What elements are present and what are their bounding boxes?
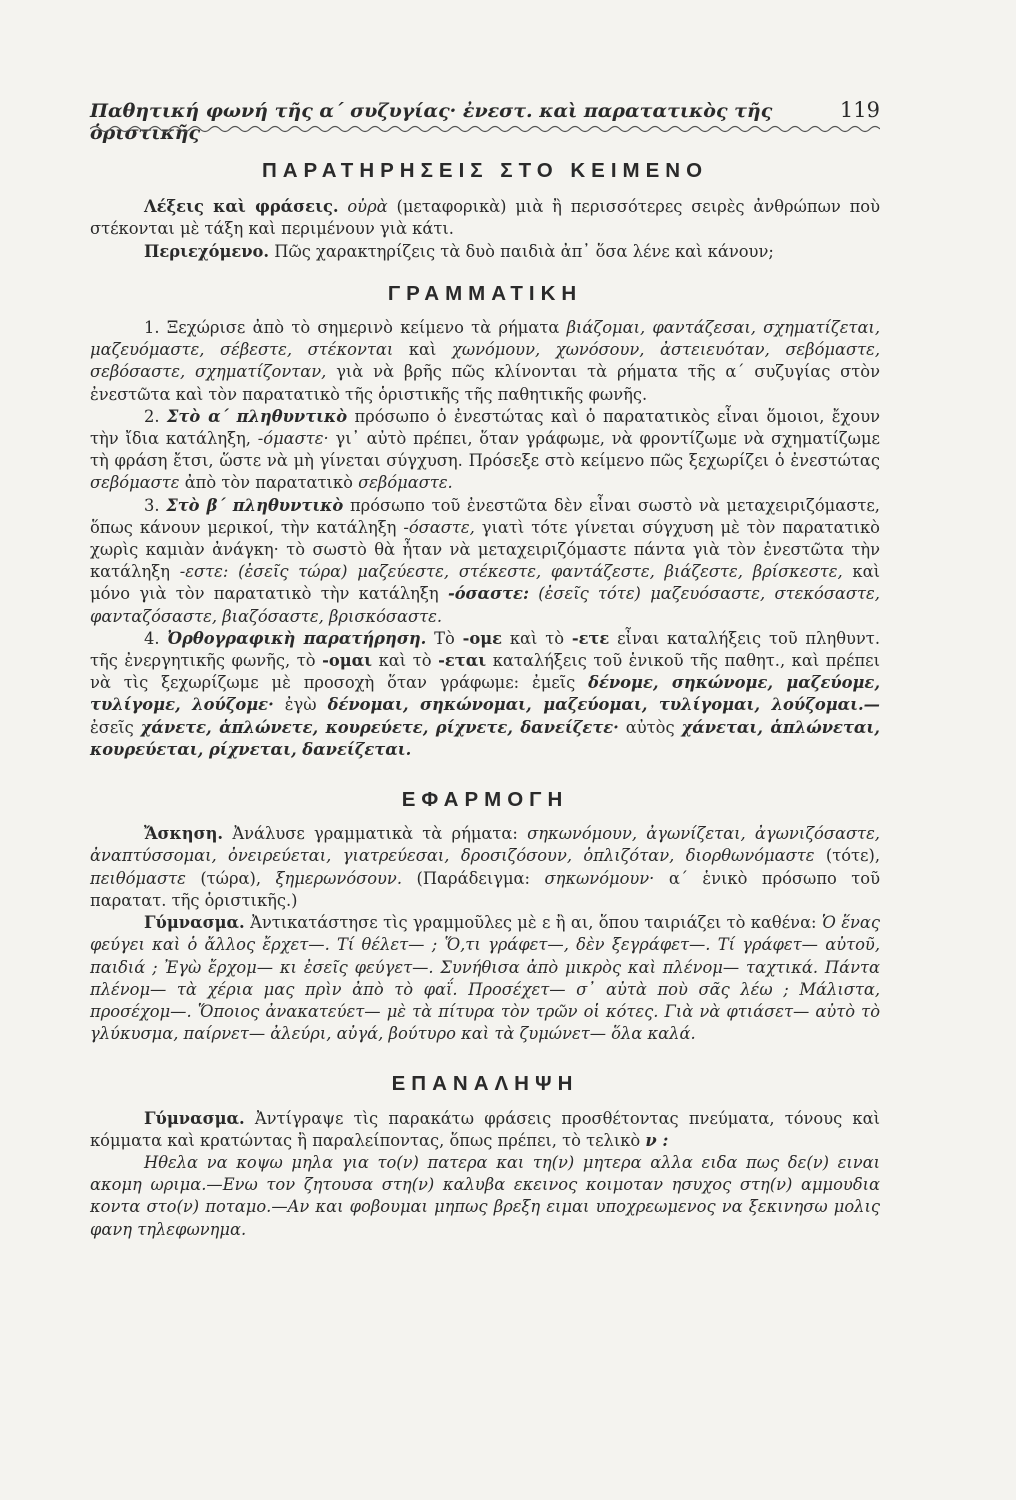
p4-ending3: -ομαι (322, 651, 373, 671)
words-term: οὐρὰ (347, 197, 388, 217)
content-text: Πῶς χαρακτηρίζεις τὰ δυὸ παιδιὰ ἀπ᾿ ὅσα λένε καὶ κάνουν; (274, 241, 774, 261)
heading-application: ΕΦΑΡΜΟΓΗ (401, 788, 569, 812)
p4-text2: καὶ τὸ (509, 628, 565, 648)
p3-ending1: -όσαστε, (403, 517, 475, 537)
p1-words: βιάζομαι, φαντάζεσαι, σχηματίζεται, μαζευόμαστε, σέβεστε, στέκονται (90, 318, 880, 360)
review-examples: Ηθελα να κοψω μηλα για το(ν) πατερα και τη(ν) μητερα αλλα ειδα πως δε(ν) ειναι ακομη ωριμα.—Ενω τον ζητουσα στη(ν) καλυβα εκεινος κοιμοταν ησυχος στη(ν) αμμουδια κοντα στο(ν) ποταμο.—Αν και φοβουμαι μηπως βρεξη ειμαι υποχρεωμενος να ξεκινησω μολις φανη τηλεφωνημα. (90, 1152, 880, 1239)
content-label: Περιεχόμενο. (144, 241, 270, 261)
heading-grammar: ΓΡΑΜΜΑΤΙΚΗ (387, 281, 583, 305)
p4-examples3: χάνετε, ἁπλώνετε, κουρεύετε, ρίχνετε, δανείζετε· (140, 717, 619, 737)
p4-text8: αὐτὸς (625, 717, 675, 737)
drill-label: Γύμνασμα. (144, 913, 245, 933)
p4-label: Ὀρθογραφικὴ παρατήρηση. (167, 628, 427, 648)
review-label: Γύμνασμα. (144, 1108, 245, 1128)
p2-word1: σεβόμαστε (90, 473, 180, 493)
p2-ending: -όμαστε· (257, 429, 329, 449)
p1-text: Ξεχώρισε ἀπὸ τὸ σημερινὸ κείμενο τὰ ρήματα (166, 318, 560, 338)
running-head (90, 98, 880, 144)
words-phrases-paragraph (90, 196, 880, 240)
running-head-title: Παθητική φωνή τῆς α΄ συζυγίας· ἐνεστ. καὶ παρατατικὸς τῆς ὁριστικῆς (90, 100, 773, 144)
p3-examples2: (ἐσεῖς τότε) μαζευόσαστε, στεκόσαστε, φανταζόσαστε, βιαζόσαστε, βρισκόσαστε. (90, 584, 880, 626)
p3-ending2: -εστε: (179, 562, 229, 582)
review-paragraph (90, 1108, 880, 1152)
heading-review: ΕΠΑΝΑΛΗΨΗ (391, 1072, 579, 1096)
exercise-paragraph (90, 823, 880, 912)
content-paragraph (90, 241, 880, 263)
exercise-t1: (τότε), (825, 846, 880, 866)
p4-text4: καὶ τὸ (378, 651, 432, 671)
page-number: 119 (839, 98, 880, 122)
p1-tail: γιὰ νὰ βρῆς πῶς κλίνονται τὰ ρήματα τῆς α΄ συζυγίας στὸν ἐνεστῶτα καὶ τὸν παρατατικὸ τῆς ὁριστικῆς τῆς παθητικῆς φωνῆς. (90, 362, 880, 404)
drill-paragraph (90, 912, 880, 1045)
review-nu: ν : (645, 1130, 669, 1150)
p4-text1: Τὸ (434, 628, 455, 648)
exercise-w3: ξημερωνόσουν. (275, 868, 403, 888)
grammar-paragraph-3 (90, 495, 880, 628)
p4-ending2: -ετε (571, 628, 610, 648)
page-content (90, 150, 880, 1241)
p2-text3: ἀπὸ τὸν παρατατικὸ (184, 473, 353, 493)
exercise-w2: πειθόμαστε (90, 868, 186, 888)
p3-text1: πρόσωπο τοῦ ἐνεστῶτα δὲν εἶναι σωστὸ νὰ μεταχειριζόμαστε, ὅπως κάνουν μερικοί, τὴν κατάληξη (90, 495, 880, 537)
grammar-paragraph-4 (90, 628, 880, 761)
p3-ending3: -όσαστε: (447, 584, 529, 604)
p3-text2: γιατὶ τότε γίνεται σύγχυση μὲ τὸν παρατατικὸ χωρὶς καμιὰν ἀνάγκη· τὸ σωστὸ θὰ ἦταν νὰ μεταχειριζόμαστε πάντα γιὰ τὸν ἐνεστῶτα τὴν κατάληξη (90, 517, 880, 582)
p2-number: 2. (144, 406, 160, 426)
p1-and: καὶ (408, 340, 437, 360)
p2-text1: πρόσωπο ὁ ἐνεστώτας καὶ ὁ παρατατικὸς εἶναι ὅμοιοι, ἔχουν τὴν ἴδια κατάληξη, (90, 406, 880, 449)
drill-examples: Ὁ ἕνας φεύγει καὶ ὁ ἄλλος ἔρχετ—. Τί θέλετ— ; Ὅ,τι γράφετ—, δὲν ξεγράφετ—. Τί γράφετ— αὐτοῦ, παιδιά ; Ἐγὼ ἔρχομ— κι ἐσεῖς φεύγετ—. Συνήθισα ἀπὸ μικρὸς καὶ πλένομ— ταχτικά. Πάντα πλένομ— τὰ χέρια μας πρὶν ἀπὸ τὸ φαΐ. Προσέχετ— σ᾿ αὐτὰ ποὺ σᾶς λέω ; Μάλιστα, προσέχομ—. Ὅποιος ἀνακατεύετ— μὲ τὰ πίτυρα τὸν τρῶν οἱ κότες. Γιὰ νὰ φτιάσετ— αὐτὸ τὸ γλύκυσμα, παίρνετ— ἀλεύρι, αὐγά, βούτυρο καὶ τὰ ζυμώνετ— ὅλα καλά. (90, 913, 880, 1044)
p4-text3: εἶναι καταλήξεις τοῦ πληθυντ. τῆς ἐνεργητικῆς φωνῆς, τὸ (90, 628, 880, 671)
wavy-rule (90, 124, 880, 134)
p1-number: 1. (144, 318, 160, 338)
exercise-t4: α΄ ἑνικὸ πρόσωπο τοῦ παρατατ. τῆς ὁριστικῆς.) (90, 868, 880, 910)
exercise-t3: (Παράδειγμα: (416, 868, 531, 888)
p2-label: Στὸ α΄ πληθυντικὸ (166, 406, 348, 426)
p3-examples1: (ἐσεῖς τώρα) μαζεύεστε, στέκεστε, φαντάζεστε, βιάζεστε, βρίσκεστε, (238, 562, 843, 582)
p2-word2: σεβόμαστε. (358, 473, 453, 493)
exercise-w4: σηκωνόμουν· (544, 868, 655, 888)
grammar-paragraph-1 (90, 317, 880, 406)
drill-text: Ἀντικατάστησε τὶς γραμμοῦλες μὲ ε ἢ αι, ὅπου ταιριάζει τὸ καθένα: (250, 913, 817, 933)
heading-observations: ΠΑΡΑΤΗΡΗΣΕΙΣ ΣΤΟ ΚΕΙΜΕΝΟ (261, 159, 709, 182)
p3-number: 3. (144, 495, 160, 515)
exercise-label: Ἄσκηση. (144, 824, 224, 844)
exercise-t2: (τώρα), (200, 868, 262, 888)
p4-ending4: -εται (438, 651, 487, 671)
review-text: Ἀντίγραψε τὶς παρακάτω φράσεις προσθέτοντας πνεύματα, τόνους καὶ κόμματα καὶ κρατώντας ἢ παραλείποντας, ὅπως πρέπει, τὸ τελικὸ (90, 1108, 880, 1150)
p1-words2: χωνόμουν, χωνόσουν, ἀστειευόταν, σεβόμαστε, σεβόσαστε, σχηματίζονταν, (90, 340, 880, 382)
p4-examples1: δένομε, σηκώνομε, μαζεύομε, τυλίγομε, λούζομε· (90, 673, 880, 715)
p3-text3: καὶ μόνο γιὰ τὸν παρατατικὸ τὴν κατάληξη (90, 562, 880, 604)
words-label: Λέξεις καὶ φράσεις. (144, 197, 339, 217)
p3-label: Στὸ β΄ πληθυντικὸ (166, 495, 344, 515)
p4-text5: καταλήξεις τοῦ ἑνικοῦ τῆς παθητ., καὶ πρέπει νὰ τὶς ξεχωρίζωμε μὲ προσοχὴ ὅταν γράφωμε: ἐμεῖς (90, 651, 881, 693)
words-text: (μεταφορικὰ) μιὰ ἢ περισσότερες σειρὲς ἀνθρώπων ποὺ στέκονται μὲ τάξη καὶ περιμένουν γιὰ κάτι. (90, 197, 880, 239)
exercise-text1: Ἀνάλυσε γραμματικὰ τὰ ρήματα: (232, 824, 518, 844)
p4-examples2: δένομαι, σηκώνομαι, μαζεύομαι, τυλίγομαι, λούζομαι.— (327, 695, 880, 715)
p4-number: 4. (144, 628, 160, 648)
p4-text7: ἐσεῖς (90, 717, 134, 737)
grammar-paragraph-2 (90, 406, 880, 495)
p4-examples4: χάνεται, ἁπλώνεται, κουρεύεται, ρίχνεται, δανείζεται. (90, 717, 880, 759)
exercise-words: σηκωνόμουν, ἀγωνίζεται, ἀγωνιζόσαστε, ἀναπτύσσομαι, ὀνειρεύεται, γιατρεύεσαι, δροσιζόσουν, ὁπλιζόταν, διορθωνόμαστε (90, 824, 880, 866)
p4-text6: ἐγὼ (284, 695, 317, 715)
p4-ending1: -ομε (462, 628, 503, 648)
p2-text2: γι᾿ αὐτὸ πρέπει, ὅταν γράφωμε, νὰ φροντίζωμε νὰ σχηματίζωμε τὴ φράση ἔτσι, ὥστε νὰ μὴ γίνεται σύγχυση. Πρόσεξε στὸ κείμενο πῶς ξεχωρίζει ὁ ἐνεστώτας (90, 429, 880, 471)
